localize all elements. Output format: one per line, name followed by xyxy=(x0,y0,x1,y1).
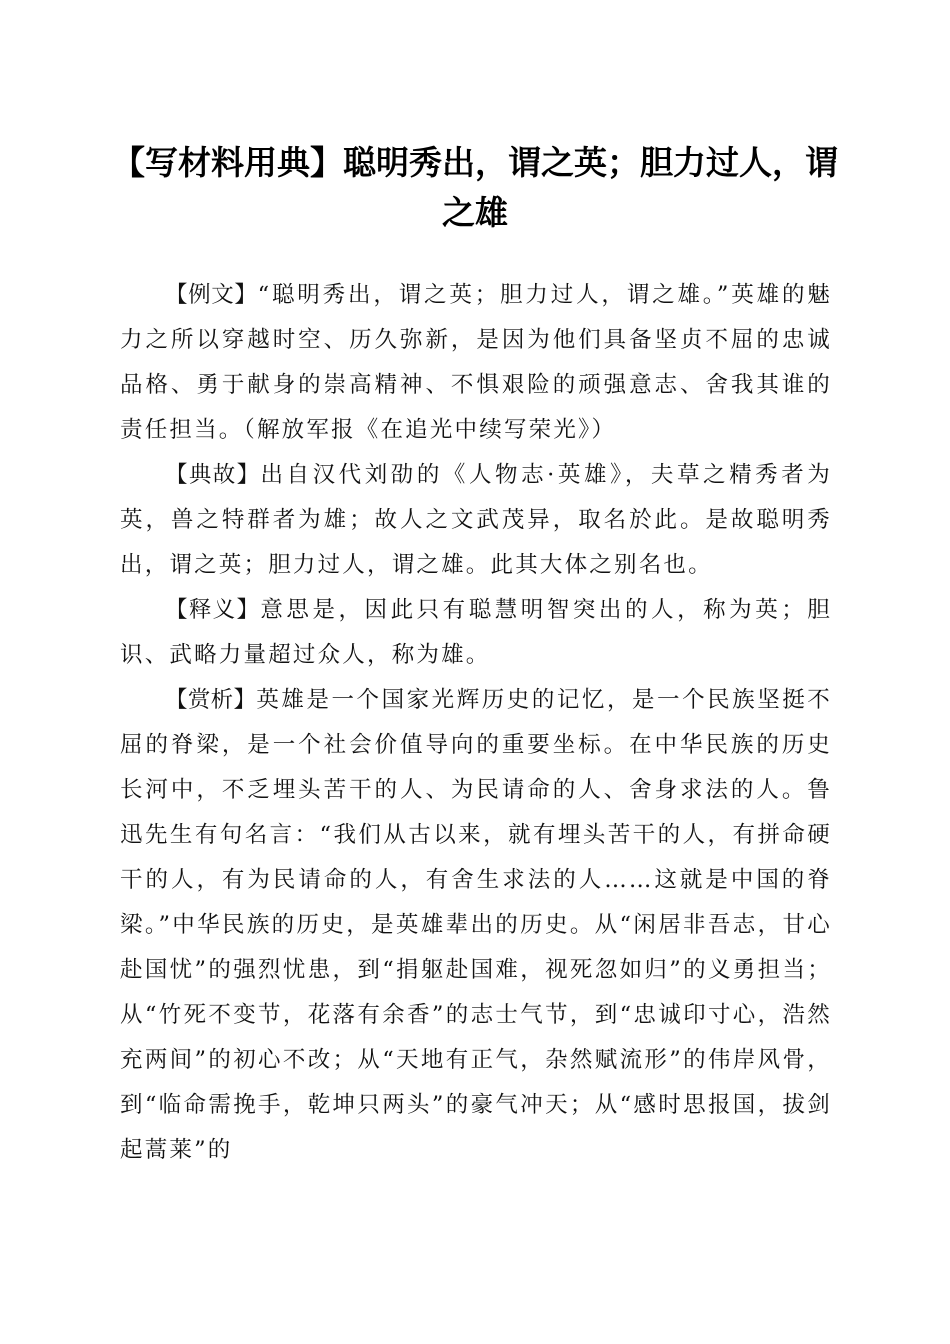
paragraph-tag: 【释义】 xyxy=(165,597,261,623)
paragraph-text: 出自汉代刘劭的《人物志·英雄》，夫草之精秀者为英，兽之特群者为雄；故人之文武茂异，取名於此。是故聪明秀出，谓之英；胆力过人，谓之雄。此其大体之别名也。 xyxy=(120,462,832,578)
document-title: 【写材料用典】聪明秀出，谓之英；胆力过人，谓之雄 xyxy=(112,143,838,232)
paragraph-tag: 【赏析】 xyxy=(165,687,257,713)
paragraph-appreciation xyxy=(120,678,832,1173)
paragraph-text: 意思是，因此只有聪慧明智突出的人，称为英；胆识、武略力量超过众人，称为雄。 xyxy=(120,597,832,668)
document-body xyxy=(120,273,832,1173)
paragraph-text: 英雄是一个国家光辉历史的记忆，是一个民族坚挺不屈的脊梁，是一个社会价值导向的重要坐标。在中华民族的历史长河中，不乏埋头苦干的人、为民请命的人、舍身求法的人。鲁迅先生有句名言：“我们从古以来，就有埋头苦干的人，有拼命硬干的人，有为民请命的人，有舍生求法的人……这就是中国的脊梁。”中华民族的历史，是英雄辈出的历史。从“闲居非吾志，甘心赴国忧”的强烈忧患，到“捐躯赴国难，视死忽如归”的义勇担当；从“竹死不变节，花落有余香”的志士气节，到“忠诚印寸心，浩然充两间”的初心不改；从“天地有正气，杂然赋流形”的伟岸风骨，到“临命需挽手，乾坤只两头”的豪气冲天；从“感时思报国，拔剑起蒿莱”的 xyxy=(120,687,832,1163)
paragraph-text: “聪明秀出，谓之英；胆力过人，谓之雄。”英雄的魅力之所以穿越时空、历久弥新，是因为他们具备坚贞不屈的忠诚品格、勇于献身的崇高精神、不惧艰险的顽强意志、舍我其谁的责任担当。（解放军报《在追光中续写荣光》） xyxy=(120,282,832,443)
paragraph-meaning xyxy=(120,588,832,678)
paragraph-tag: 【典故】 xyxy=(165,462,261,488)
paragraph-example xyxy=(120,273,832,453)
paragraph-allusion xyxy=(120,453,832,588)
paragraph-tag: 【例文】 xyxy=(165,282,258,308)
